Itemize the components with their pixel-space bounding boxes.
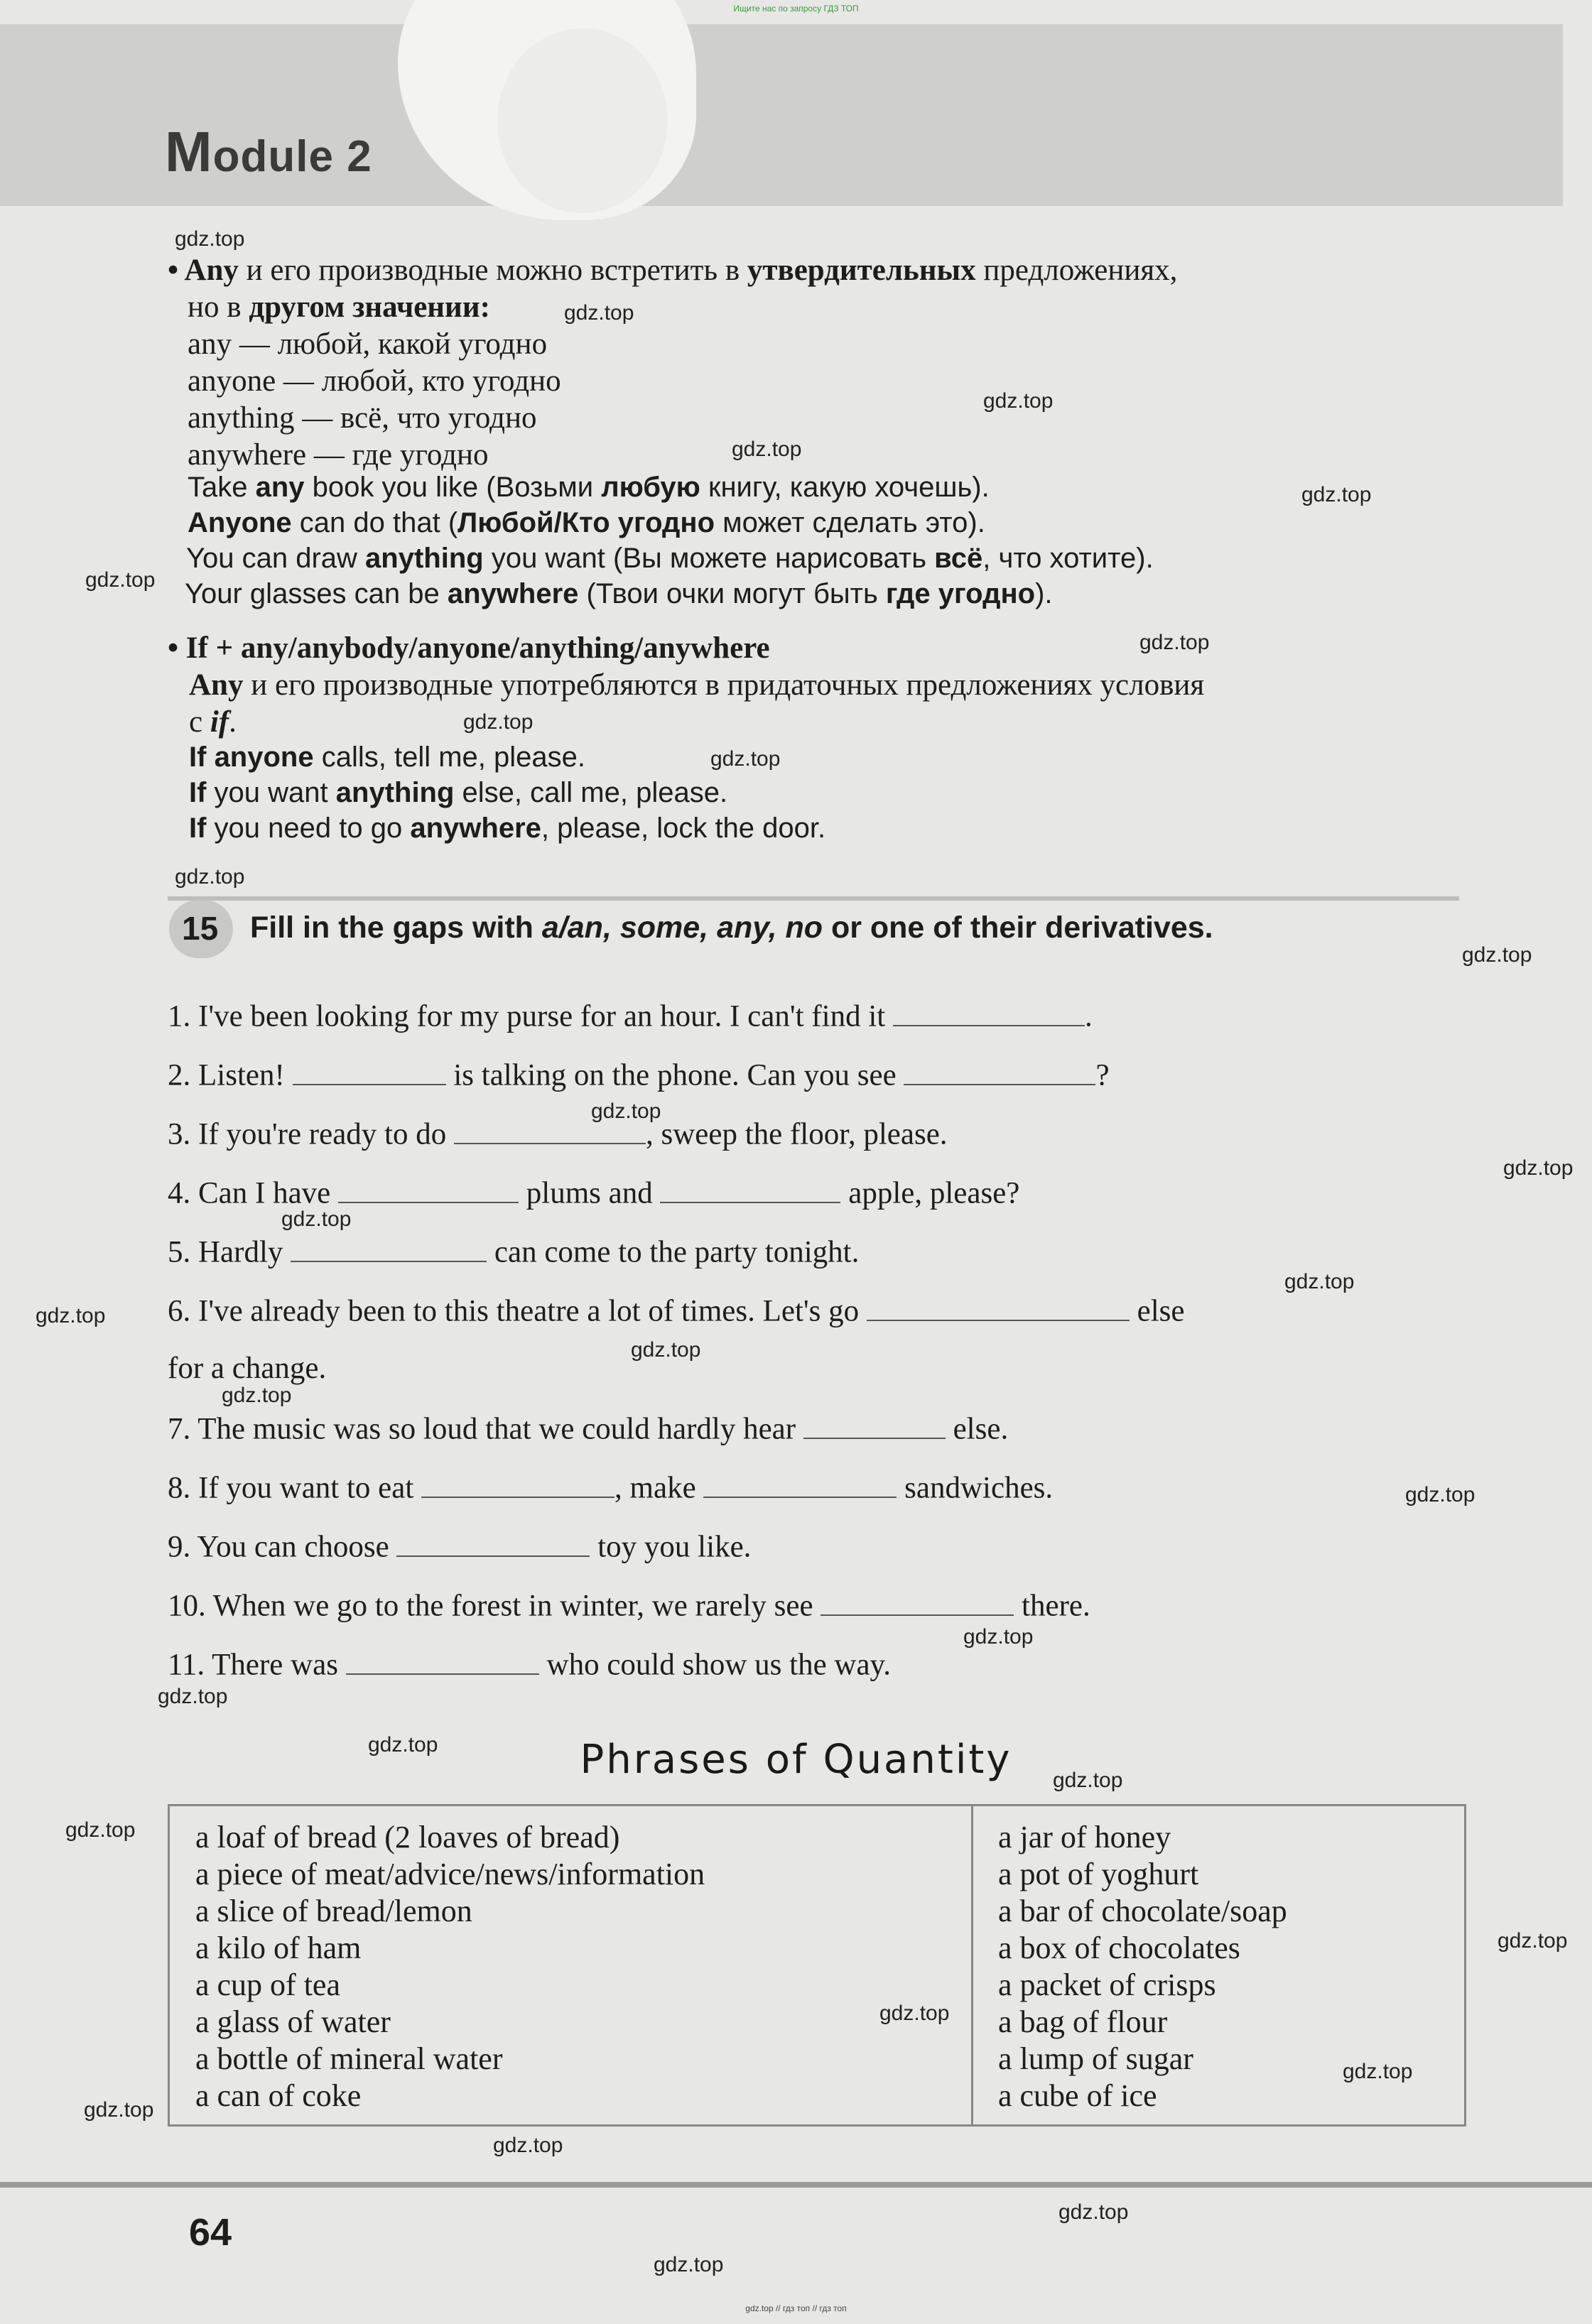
answer-blank[interactable] <box>346 1646 539 1675</box>
watermark: gdz.top <box>1301 483 1372 506</box>
answer-blank[interactable] <box>421 1469 614 1498</box>
watermark: gdz.top <box>1503 1156 1574 1180</box>
module-title-rest: odule 2 <box>212 132 372 181</box>
answer-blank[interactable] <box>893 997 1085 1026</box>
decorative-blob <box>497 28 668 213</box>
exercise-item: 3. If you're ready to do , sweep the floor, please. <box>168 1115 948 1152</box>
phrases-right-column <box>998 1819 1287 2114</box>
exercise-title: Fill in the gaps with a/an, some, any, no or one of their derivatives. <box>250 911 1213 945</box>
watermark: gdz.top <box>1343 2060 1413 2083</box>
watermark: gdz.top <box>710 747 781 771</box>
watermark: gdz.top <box>654 2253 724 2276</box>
watermark: gdz.top <box>158 1685 228 1708</box>
phrase-item: a loaf of bread (2 loaves of bread) <box>195 1820 620 1855</box>
watermark: gdz.top <box>36 1304 106 1327</box>
answer-blank[interactable] <box>293 1056 446 1085</box>
watermark: gdz.top <box>1284 1270 1355 1293</box>
phrase-item: a box of chocolates <box>998 1931 1240 1965</box>
watermark: gdz.top <box>175 227 245 251</box>
exercise-item: 11. There was who could show us the way. <box>168 1646 891 1683</box>
grammar-bullet1-line1: • Any и его производные можно встретить в утвердительных предложениях, <box>168 254 1178 287</box>
watermark: gdz.top <box>1462 943 1532 967</box>
answer-blank[interactable] <box>338 1174 519 1203</box>
watermark: gdz.top <box>591 1099 661 1123</box>
watermark: gdz.top <box>222 1384 292 1407</box>
definition-line: anything — всё, что угодно <box>188 401 537 435</box>
phrase-item: a pot of yoghurt <box>998 1857 1199 1891</box>
example-line: Take any book you like (Возьми любую книгу, какую хочешь). <box>188 472 990 503</box>
grammar-bullet2-line2: с if. <box>189 705 237 739</box>
example-line: If you want anything else, call me, please. <box>189 777 728 808</box>
exercise-item-continuation: for a change. <box>168 1352 327 1385</box>
watermark: gdz.top <box>1058 2200 1129 2224</box>
exercise-item: 9. You can choose toy you like. <box>168 1528 751 1565</box>
exercise-item: 5. Hardly can come to the party tonight. <box>168 1233 859 1270</box>
watermark: gdz.top <box>493 2134 563 2157</box>
phrase-item: a bar of chocolate/soap <box>998 1894 1287 1928</box>
watermark: gdz.top <box>65 1818 136 1842</box>
watermark: gdz.top <box>631 1338 701 1362</box>
watermark: gdz.top <box>1139 631 1210 654</box>
phrase-item: a bag of flour <box>998 2004 1168 2039</box>
footer-note[interactable]: gdz.top // гдз топ // гдз топ <box>745 2303 847 2313</box>
phrase-item: a cup of tea <box>195 1967 340 2002</box>
watermark: gdz.top <box>1053 1769 1123 1792</box>
table-column-divider <box>971 1806 973 2124</box>
phrase-item: a can of coke <box>195 2078 362 2113</box>
watermark: gdz.top <box>1405 1483 1475 1506</box>
phrase-item: a glass of water <box>195 2004 391 2039</box>
answer-blank[interactable] <box>821 1587 1014 1616</box>
phrase-item: a bottle of mineral water <box>195 2041 503 2076</box>
answer-blank[interactable] <box>867 1292 1130 1321</box>
phrases-title: Phrases of Quantity <box>580 1737 1012 1783</box>
phrase-item: a jar of honey <box>998 1820 1171 1855</box>
top-note[interactable]: Ищите нас по запросу ГДЗ ТОП <box>733 4 859 13</box>
exercise-item: 6. I've already been to this theatre a lot of times. Let's go else <box>168 1292 1185 1329</box>
section-divider <box>168 896 1459 901</box>
watermark: gdz.top <box>732 438 802 461</box>
definition-line: anywhere — где угодно <box>188 438 489 472</box>
example-line: Your glasses can be anywhere (Твои очки могут быть где угодно). <box>185 578 1053 609</box>
watermark: gdz.top <box>983 389 1054 413</box>
exercise-item: 4. Can I have plums and apple, please? <box>168 1174 1019 1211</box>
phrase-item: a packet of crisps <box>998 1967 1216 2002</box>
footer-rule <box>0 2182 1592 2188</box>
answer-blank[interactable] <box>291 1233 487 1262</box>
exercise-item: 1. I've been looking for my purse for an hour. I can't find it . <box>168 997 1093 1034</box>
page-number: 64 <box>189 2211 232 2254</box>
watermark: gdz.top <box>963 1625 1034 1649</box>
exercise-item: 7. The music was so loud that we could hardly hear else. <box>168 1410 1008 1447</box>
watermark: gdz.top <box>368 1733 438 1756</box>
example-line: Anyone can do that (Любой/Кто угодно может сделать это). <box>188 507 985 538</box>
definition-line: any — любой, какой угодно <box>188 327 548 361</box>
module-title <box>165 119 372 185</box>
example-line: If you need to go anywhere, please, lock the door. <box>189 813 826 844</box>
phrase-item: a piece of meat/advice/news/information <box>195 1857 705 1891</box>
phrases-left-column <box>195 1819 705 2114</box>
watermark: gdz.top <box>463 710 534 734</box>
answer-blank[interactable] <box>703 1469 897 1498</box>
phrase-item: a kilo of ham <box>195 1931 362 1965</box>
answer-blank[interactable] <box>396 1528 590 1557</box>
watermark: gdz.top <box>564 301 634 325</box>
answer-blank[interactable] <box>803 1410 946 1439</box>
example-line: You can draw anything you want (Вы можете нарисовать всё, что хотите). <box>186 543 1154 574</box>
exercise-number: 15 <box>182 910 219 947</box>
answer-blank[interactable] <box>660 1174 840 1203</box>
exercise-item: 8. If you want to eat , make sandwiches. <box>168 1469 1053 1506</box>
grammar-bullet2-heading: • If + any/anybody/anyone/anything/anywhere <box>168 631 770 665</box>
watermark: gdz.top <box>1498 1929 1568 1953</box>
watermark: gdz.top <box>175 865 245 889</box>
example-line: If anyone calls, tell me, please. <box>189 742 585 773</box>
watermark: gdz.top <box>879 2002 950 2025</box>
watermark: gdz.top <box>85 568 156 592</box>
phrase-item: a lump of sugar <box>998 2041 1193 2076</box>
watermark: gdz.top <box>84 2098 154 2122</box>
grammar-bullet2-line1: Any и его производные употребляются в придаточных предложениях условия <box>189 668 1205 702</box>
answer-blank[interactable] <box>904 1056 1095 1085</box>
exercise-item: 10. When we go to the forest in winter, we rarely see there. <box>168 1587 1090 1624</box>
watermark: gdz.top <box>281 1207 352 1231</box>
exercise-item: 2. Listen! is talking on the phone. Can you see ? <box>168 1056 1110 1093</box>
phrases-table <box>168 1804 1466 2127</box>
module-title-initial: M <box>165 120 213 183</box>
phrase-item: a cube of ice <box>998 2078 1157 2113</box>
grammar-bullet1-line2: но в другом значении: <box>188 290 490 324</box>
phrase-item: a slice of bread/lemon <box>195 1894 472 1928</box>
definition-line: anyone — любой, кто угодно <box>188 364 561 398</box>
